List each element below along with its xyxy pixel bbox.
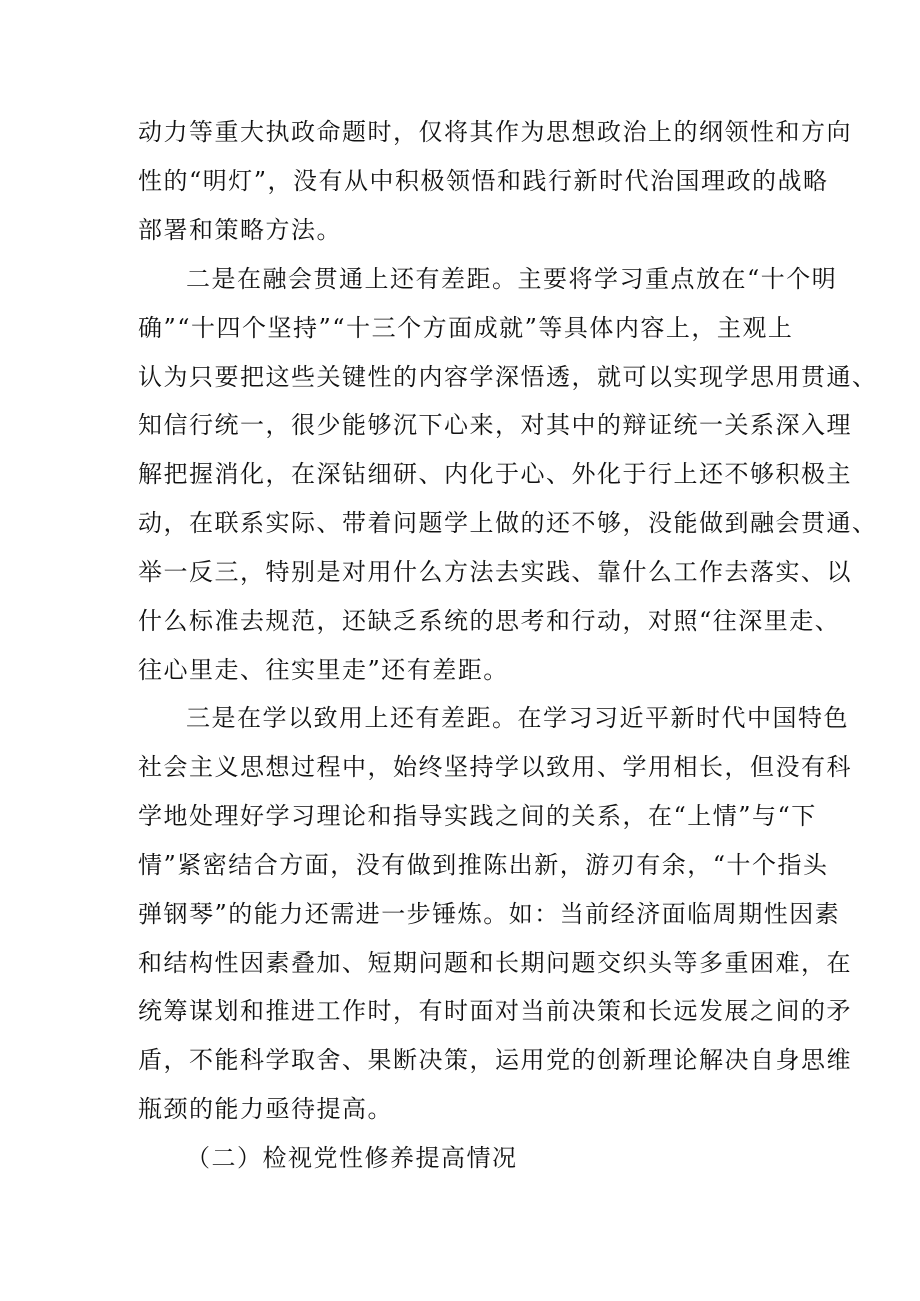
- text-line: 社会主义思想过程中，始终坚持学以致用、学用相长，但没有科: [138, 753, 852, 781]
- text-line: 动力等重大执政命题时，仅将其作为思想政治上的纲领性和方向: [138, 118, 852, 146]
- text-line: 统筹谋划和推进工作时，有时面对当前决策和长远发展之间的矛: [138, 997, 852, 1025]
- text-line: 瓶颈的能力亟待提高。: [138, 1095, 393, 1123]
- section-heading: （二）检视党性修养提高情况: [186, 1144, 518, 1172]
- text-line: 举一反三，特别是对用什么方法去实践、靠什么工作去落实、以: [138, 558, 852, 586]
- text-line: 解把握消化，在深钻细研、内化于心、外化于行上还不够积极主: [138, 460, 852, 488]
- text-line: 二是在融会贯通上还有差距。主要将学习重点放在“十个明: [186, 265, 838, 293]
- text-line: 确”“十四个坚持”“十三个方面成就”等具体内容上，主观上: [138, 314, 794, 342]
- text-line: 盾，不能科学取舍、果断决策，运用党的创新理论解决自身思维: [138, 1046, 852, 1074]
- text-line: 部署和策略方法。: [138, 216, 342, 244]
- text-line: 弹钢琴”的能力还需进一步锤炼。如：当前经济面临周期性因素: [138, 900, 841, 928]
- text-line: 往心里走、往实里走”还有差距。: [138, 656, 509, 684]
- text-line: 性的“明灯”，没有从中积极领悟和践行新时代治国理政的战略: [138, 167, 829, 195]
- text-line: 认为只要把这些关键性的内容学深悟透，就可以实现学思用贯通、: [138, 363, 878, 391]
- text-line: 动，在联系实际、带着问题学上做的还不够，没能做到融会贯通、: [138, 509, 878, 537]
- text-line: 知信行统一，很少能够沉下心来，对其中的辩证统一关系深入理: [138, 411, 852, 439]
- text-line: 情”紧密结合方面，没有做到推陈出新，游刃有余，“十个指头: [138, 851, 829, 879]
- text-line: 三是在学以致用上还有差距。在学习习近平新时代中国特色: [186, 704, 849, 732]
- text-line: 什么标准去规范，还缺乏系统的思考和行动，对照“往深里走、: [138, 607, 841, 635]
- text-line: 和结构性因素叠加、短期问题和长期问题交织头等多重困难，在: [138, 949, 852, 977]
- text-line: 学地处理好学习理论和指导实践之间的关系，在“上情”与“下: [138, 802, 817, 830]
